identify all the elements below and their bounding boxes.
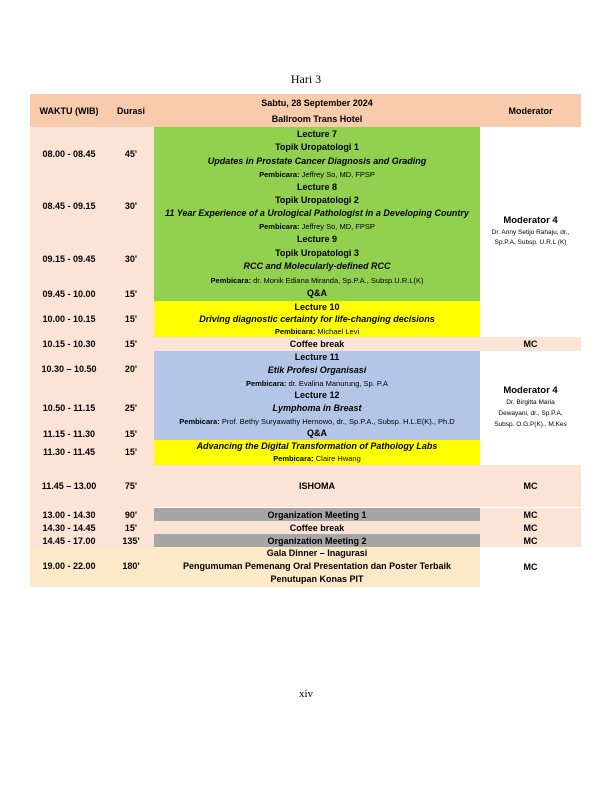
lecture-12-title: Lecture 12 (294, 390, 340, 400)
duration: 30' (124, 254, 138, 264)
duration: 15' (124, 522, 138, 533)
lecture-9-talk: RCC and Molecularly-defined RCC (243, 261, 391, 271)
mc-label: MC (480, 337, 581, 351)
duration: 30' (124, 201, 138, 211)
moderator-name-line: Dr. Anny Setijo Rahaju, dr., (491, 229, 570, 236)
mc-label: MC (480, 508, 581, 521)
speaker-name: dr. Evalina Manurung, Sp. P.A (288, 379, 389, 388)
coffee-break-2: Coffee break (154, 521, 480, 534)
duration: 15' (124, 447, 138, 457)
speaker-label: Pembicara: (245, 379, 287, 388)
lecture-7-talk: Updates in Prostate Cancer Diagnosis and Grading (207, 156, 427, 166)
time-slot: 19.00 - 22.00 (42, 561, 96, 571)
speaker-label: Pembicara: (210, 276, 251, 285)
lecture-11-talk: Etik Profesi Organisasi (267, 365, 367, 375)
lecture-12-speaker-line (154, 416, 480, 427)
moderator-title: Moderator 4 (503, 385, 558, 396)
gala-line-3: Penutupan Konas PIT (270, 574, 364, 584)
sponsor-speaker-line (154, 453, 480, 464)
lecture-7-speaker-line (154, 169, 480, 180)
duration: 45' (124, 149, 138, 159)
lecture-7-topic: Topik Uropatologi 1 (275, 142, 359, 152)
mc-label: MC (480, 534, 581, 547)
duration: 75' (124, 481, 138, 491)
day-title: Hari 3 (290, 72, 322, 86)
time-slot: 11.30 - 11.45 (42, 447, 96, 457)
lecture-8-speaker-line (154, 221, 480, 232)
time-slot: 11.15 - 11.30 (42, 429, 96, 439)
lecture-9-speaker-line (154, 275, 480, 286)
lecture-12-talk: Lymphoma in Breast (272, 403, 362, 413)
time-slot: 14.30 - 14.45 (42, 522, 96, 533)
speaker-name: Claire Hwang (315, 454, 361, 463)
time-slot: 10.30 – 10.50 (41, 364, 97, 374)
lecture-11-speaker-line (154, 378, 480, 389)
sponsor-talk-block (154, 440, 480, 465)
duration: 20' (124, 364, 138, 374)
qa-label: Q&A (307, 428, 327, 438)
time-slot: 08.00 - 08.45 (42, 149, 96, 159)
time-slot: 10.00 - 10.15 (42, 314, 96, 324)
duration: 15' (124, 339, 138, 349)
header-waktu: WAKTU (WIB) (30, 94, 108, 127)
time-slot: 10.15 - 10.30 (42, 339, 96, 349)
organization-meeting-1: Organization Meeting 1 (154, 508, 480, 521)
time-slot: 09.45 - 10.00 (42, 289, 96, 299)
duration: 15' (124, 289, 138, 299)
lecture-11-title: Lecture 11 (294, 352, 340, 362)
header-venue: Ballroom Trans Hotel (154, 111, 480, 127)
gala-line-1: Gala Dinner – Inagurasi (266, 548, 368, 558)
header-moderator: Moderator (480, 94, 581, 127)
qa-label: Q&A (307, 288, 327, 298)
speaker-name: Jeffrey So, MD, FPSP (301, 222, 375, 231)
gala-line-2: Pengumuman Pemenang Oral Presentation dan Poster Terbaik (183, 561, 451, 571)
moderator-title: Moderator 4 (503, 215, 558, 226)
lecture-10-talk: Driving diagnostic certainty for life-changing decisions (199, 314, 435, 324)
mc-label: MC (480, 465, 581, 507)
duration: 135' (122, 535, 140, 546)
duration: 15' (124, 429, 138, 439)
header-date: Sabtu, 28 September 2024 (154, 94, 480, 111)
lecture-10-title: Lecture 10 (294, 302, 340, 312)
ishoma-break: ISHOMA (154, 465, 480, 507)
time-slot: 11.45 – 13.00 (41, 481, 97, 491)
duration: 90' (124, 509, 138, 520)
speaker-name: Jeffrey So, MD, FPSP (301, 170, 375, 179)
moderator-name-line: Dewayani, dr., Sp.P.A, (498, 410, 563, 417)
sponsor-talk: Advancing the Digital Transformation of Pathology Labs (196, 441, 438, 451)
speaker-label: Pembicara: (179, 417, 220, 426)
mc-label: MC (480, 521, 581, 534)
header-durasi: Durasi (108, 94, 154, 127)
lecture-9-title: Lecture 9 (296, 234, 338, 244)
page-number: xiv (298, 688, 314, 700)
coffee-break: Coffee break (154, 337, 480, 351)
time-slot: 10.50 - 11.15 (42, 403, 96, 413)
speaker-name: Prof. Bethy Suryawathy Hernowo, dr., Sp.P.A., Subsp. H.L.E(K)., Ph.D (221, 417, 455, 426)
lecture-10-speaker-line (154, 326, 480, 337)
duration: 180' (122, 561, 140, 571)
gala-dinner-block (154, 547, 480, 587)
mc-label: MC (480, 547, 581, 587)
session-uropatologi (154, 127, 480, 301)
moderator-cell-1 (480, 127, 581, 337)
lecture-8-title: Lecture 8 (296, 182, 338, 192)
speaker-label: Pembicara: (273, 454, 314, 463)
time-slot: 09.15 - 09.45 (42, 254, 96, 264)
lecture-8-talk: 11 Year Experience of a Urological Pathologist in a Developing Country (165, 208, 469, 218)
moderator-name-line: Dr. Birgitta Maria (506, 399, 555, 406)
session-etik-lymphoma (154, 351, 480, 440)
duration: 15' (124, 314, 138, 324)
speaker-label: Pembicara: (259, 170, 300, 179)
moderator-cell-2 (480, 351, 581, 465)
moderator-name-line: Sp.P.A, Subsp. U.R.L (K) (494, 239, 567, 246)
speaker-label: Pembicara: (259, 222, 300, 231)
duration: 25' (124, 403, 138, 413)
time-slot: 13.00 - 14.30 (42, 509, 96, 520)
lecture-10-block (154, 301, 480, 337)
speaker-label: Pembicara: (274, 327, 316, 336)
speaker-name: Michael Levi (317, 327, 360, 336)
lecture-8-topic: Topik Uropatologi 2 (275, 195, 359, 205)
moderator-name-line: Subsp. O.G.P(K)., M.Kes (494, 421, 567, 428)
time-slot: 08.45 - 09.15 (42, 201, 96, 211)
lecture-7-title: Lecture 7 (296, 129, 338, 139)
lecture-9-topic: Topik Uropatologi 3 (275, 248, 359, 258)
organization-meeting-2: Organization Meeting 2 (154, 534, 480, 547)
time-slot: 14.45 - 17.00 (42, 535, 96, 546)
speaker-name: dr. Monik Ediana Miranda, Sp.P.A., Subsp.U.R.L(K) (253, 276, 424, 285)
